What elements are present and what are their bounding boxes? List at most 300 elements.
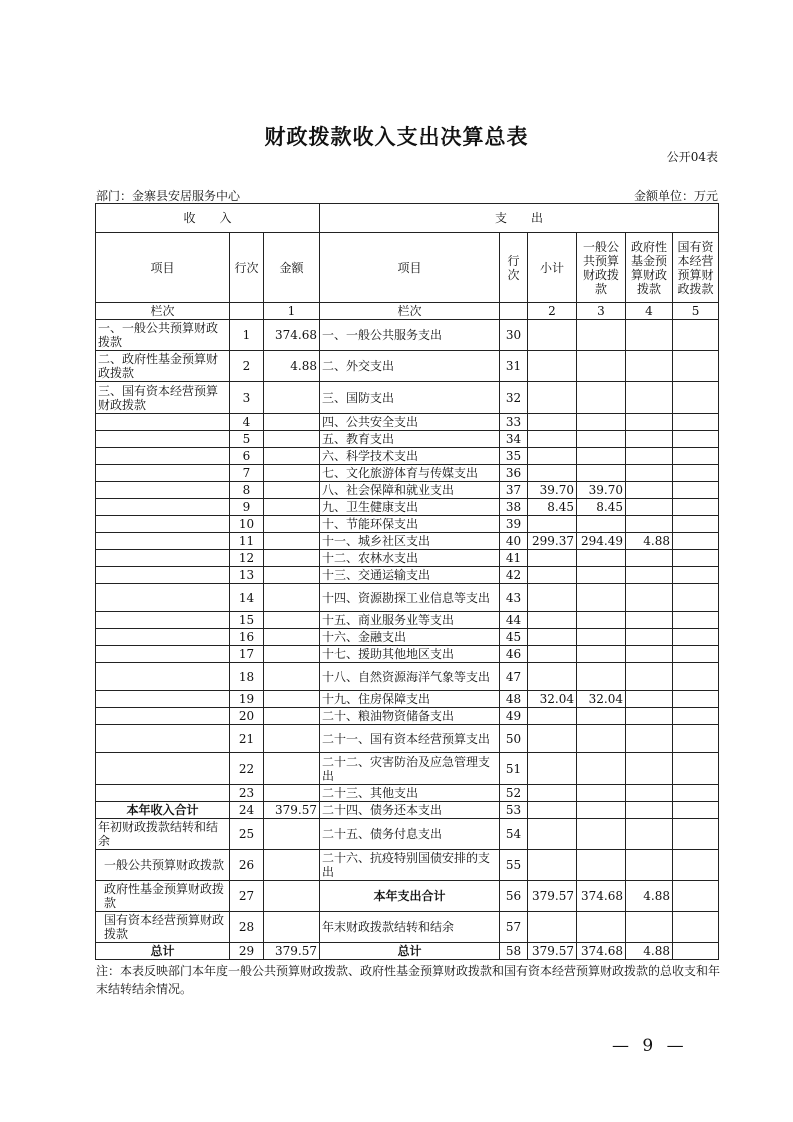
expense-item-cell: 十三、交通运输支出 xyxy=(320,567,500,584)
lanci-label: 栏次 xyxy=(96,303,230,320)
income-rowno-cell: 21 xyxy=(230,725,264,753)
expense-rowno-cell: 32 xyxy=(500,382,528,414)
income-item-cell xyxy=(96,414,230,431)
expense-item-cell: 二十六、抗疫特别国债安排的支出 xyxy=(320,850,500,881)
income-item-cell xyxy=(96,646,230,663)
income-rowno-cell: 17 xyxy=(230,646,264,663)
state-cell xyxy=(673,663,719,691)
subtotal-cell xyxy=(528,819,577,850)
subtotal-cell: 299.37 xyxy=(528,533,577,550)
state-cell xyxy=(673,431,719,448)
expense-rowno-cell: 42 xyxy=(500,567,528,584)
table-row xyxy=(96,912,719,943)
expense-rowno-cell: 43 xyxy=(500,584,528,612)
income-rowno-cell: 20 xyxy=(230,708,264,725)
subtotal-cell xyxy=(528,320,577,351)
general-cell xyxy=(577,465,626,482)
expense-rowno-cell: 44 xyxy=(500,612,528,629)
expense-rowno-cell: 52 xyxy=(500,785,528,802)
general-cell xyxy=(577,912,626,943)
income-amount-cell: 379.57 xyxy=(264,943,320,960)
income-rowno-cell: 10 xyxy=(230,516,264,533)
expense-rowno-cell: 54 xyxy=(500,819,528,850)
income-amount-cell xyxy=(264,431,320,448)
income-amount-cell xyxy=(264,584,320,612)
fund-cell xyxy=(626,414,673,431)
income-rowno-cell: 14 xyxy=(230,584,264,612)
income-rowno-cell: 3 xyxy=(230,382,264,414)
income-item-cell xyxy=(96,785,230,802)
expense-item-cell: 总计 xyxy=(320,943,500,960)
table-row xyxy=(96,320,719,351)
general-cell xyxy=(577,663,626,691)
income-amount-cell xyxy=(264,414,320,431)
fund-cell: 4.88 xyxy=(626,881,673,912)
expense-item-cell: 四、公共安全支出 xyxy=(320,414,500,431)
income-amount-cell xyxy=(264,516,320,533)
table-row xyxy=(96,351,719,382)
fund-cell xyxy=(626,448,673,465)
income-amount-cell: 4.88 xyxy=(264,351,320,382)
expense-item-cell: 十五、商业服务业等支出 xyxy=(320,612,500,629)
unit-label: 金额单位：万元 xyxy=(633,189,718,203)
state-cell xyxy=(673,584,719,612)
fund-cell xyxy=(626,612,673,629)
income-amount-cell xyxy=(264,482,320,499)
expense-header: 支 出 xyxy=(320,204,719,233)
income-amount-cell xyxy=(264,708,320,725)
lanci-label: 栏次 xyxy=(320,303,500,320)
income-item-cell xyxy=(96,584,230,612)
income-item-cell: 政府性基金预算财政拨款 xyxy=(96,881,230,912)
subtotal-cell xyxy=(528,550,577,567)
general-cell xyxy=(577,753,626,785)
state-cell xyxy=(673,802,719,819)
expense-item-cell: 年末财政拨款结转和结余 xyxy=(320,912,500,943)
subtotal-cell xyxy=(528,382,577,414)
table-row xyxy=(96,629,719,646)
state-cell xyxy=(673,612,719,629)
income-item-cell xyxy=(96,431,230,448)
general-cell xyxy=(577,612,626,629)
income-amount-cell xyxy=(264,612,320,629)
expense-rowno-cell: 50 xyxy=(500,725,528,753)
expense-item-cell: 二十二、灾害防治及应急管理支出 xyxy=(320,753,500,785)
state-cell xyxy=(673,351,719,382)
table-row xyxy=(96,431,719,448)
table-row xyxy=(96,465,719,482)
expense-rowno-cell: 39 xyxy=(500,516,528,533)
fund-cell xyxy=(626,431,673,448)
state-cell xyxy=(673,881,719,912)
income-item-cell: 国有资本经营预算财政拨款 xyxy=(96,912,230,943)
income-rowno-cell: 18 xyxy=(230,663,264,691)
income-amount-cell xyxy=(264,819,320,850)
expense-item-cell: 十六、金融支出 xyxy=(320,629,500,646)
general-cell xyxy=(577,725,626,753)
subtotal-cell xyxy=(528,516,577,533)
col-number: 2 xyxy=(528,303,577,320)
expense-item-cell: 二十一、国有资本经营预算支出 xyxy=(320,725,500,753)
income-amount-cell xyxy=(264,382,320,414)
expense-rowno-cell: 31 xyxy=(500,351,528,382)
state-cell xyxy=(673,629,719,646)
subtotal-cell xyxy=(528,448,577,465)
table-row xyxy=(96,533,719,550)
general-cell xyxy=(577,431,626,448)
col-number: 4 xyxy=(626,303,673,320)
general-cell: 39.70 xyxy=(577,482,626,499)
page-title: 财政拨款收入支出决算总表 xyxy=(264,124,529,149)
state-cell xyxy=(673,482,719,499)
income-item-cell xyxy=(96,612,230,629)
fund-cell xyxy=(626,550,673,567)
fund-cell xyxy=(626,499,673,516)
fund-cell xyxy=(626,629,673,646)
subtotal-cell: 32.04 xyxy=(528,691,577,708)
income-rowno-cell: 19 xyxy=(230,691,264,708)
income-item-cell: 二、政府性基金预算财政拨款 xyxy=(96,351,230,382)
state-cell xyxy=(673,550,719,567)
income-item-cell xyxy=(96,465,230,482)
income-amount-cell xyxy=(264,725,320,753)
fund-cell xyxy=(626,465,673,482)
expense-item-cell: 九、卫生健康支出 xyxy=(320,499,500,516)
income-rowno-cell: 9 xyxy=(230,499,264,516)
subtotal-cell xyxy=(528,663,577,691)
table-row xyxy=(96,725,719,753)
income-header: 收 入 xyxy=(96,204,320,233)
subtotal-cell xyxy=(528,785,577,802)
expense-item-cell: 七、文化旅游体育与传媒支出 xyxy=(320,465,500,482)
fund-cell xyxy=(626,646,673,663)
income-item-cell xyxy=(96,663,230,691)
income-item-cell xyxy=(96,448,230,465)
subtotal-cell xyxy=(528,431,577,448)
table-row xyxy=(96,785,719,802)
expense-item-cell: 十四、资源勘探工业信息等支出 xyxy=(320,584,500,612)
expense-item-cell: 三、国防支出 xyxy=(320,382,500,414)
income-rowno-cell: 5 xyxy=(230,431,264,448)
expense-item-cell: 五、教育支出 xyxy=(320,431,500,448)
income-item-cell: 一、一般公共预算财政拨款 xyxy=(96,320,230,351)
state-header: 国有资本经营预算财政拨款 xyxy=(673,233,719,303)
table-row xyxy=(96,646,719,663)
general-cell xyxy=(577,567,626,584)
income-rowno-cell: 24 xyxy=(230,802,264,819)
fund-cell xyxy=(626,516,673,533)
income-amount-cell xyxy=(264,533,320,550)
state-cell xyxy=(673,516,719,533)
header-row-top xyxy=(96,204,719,233)
expense-rowno-header: 行次 xyxy=(500,233,528,303)
state-cell xyxy=(673,320,719,351)
subtotal-cell xyxy=(528,567,577,584)
subtotal-cell xyxy=(528,753,577,785)
subtotal-cell xyxy=(528,612,577,629)
table-row xyxy=(96,482,719,499)
income-rowno-cell: 26 xyxy=(230,850,264,881)
state-cell xyxy=(673,499,719,516)
general-cell xyxy=(577,785,626,802)
subtotal-cell xyxy=(528,912,577,943)
general-cell: 32.04 xyxy=(577,691,626,708)
subtotal-header: 小计 xyxy=(528,233,577,303)
subtotal-cell: 8.45 xyxy=(528,499,577,516)
fund-cell xyxy=(626,663,673,691)
income-rowno-cell: 11 xyxy=(230,533,264,550)
income-amount-cell xyxy=(264,499,320,516)
income-item-cell xyxy=(96,550,230,567)
table-row xyxy=(96,567,719,584)
fund-cell xyxy=(626,802,673,819)
subtotal-cell xyxy=(528,850,577,881)
income-item-cell xyxy=(96,691,230,708)
general-cell xyxy=(577,550,626,567)
expense-rowno-cell: 45 xyxy=(500,629,528,646)
income-rowno-header: 行次 xyxy=(230,233,264,303)
general-cell: 374.68 xyxy=(577,943,626,960)
table-row xyxy=(96,691,719,708)
expense-item-cell: 二十四、债务还本支出 xyxy=(320,802,500,819)
state-cell xyxy=(673,725,719,753)
general-cell xyxy=(577,708,626,725)
table-row xyxy=(96,550,719,567)
footnote: 注：本表反映部门本年度一般公共预算财政拨款、政府性基金预算财政拨款和国有资本经营预算财政拨款的总收支和年末结转结余情况。 xyxy=(96,964,721,996)
expense-rowno-cell: 57 xyxy=(500,912,528,943)
table-row xyxy=(96,516,719,533)
state-cell xyxy=(673,414,719,431)
income-amount-header: 金额 xyxy=(264,233,320,303)
state-cell xyxy=(673,567,719,584)
income-rowno-cell: 29 xyxy=(230,943,264,960)
header-row-columns xyxy=(96,233,719,303)
expense-item-cell: 二、外交支出 xyxy=(320,351,500,382)
income-rowno-cell: 22 xyxy=(230,753,264,785)
subtotal-cell xyxy=(528,629,577,646)
fund-cell xyxy=(626,708,673,725)
col-number: 3 xyxy=(577,303,626,320)
subtotal-cell xyxy=(528,708,577,725)
state-cell xyxy=(673,646,719,663)
income-rowno-cell: 8 xyxy=(230,482,264,499)
income-rowno-cell: 1 xyxy=(230,320,264,351)
table-row xyxy=(96,499,719,516)
table-row xyxy=(96,819,719,850)
state-cell xyxy=(673,382,719,414)
expense-rowno-cell: 47 xyxy=(500,663,528,691)
table-row xyxy=(96,448,719,465)
income-item-cell xyxy=(96,725,230,753)
general-cell xyxy=(577,351,626,382)
income-rowno-cell: 2 xyxy=(230,351,264,382)
expense-rowno-cell: 58 xyxy=(500,943,528,960)
general-cell xyxy=(577,629,626,646)
fund-cell xyxy=(626,753,673,785)
page-number: — 9 — xyxy=(612,1036,688,1056)
income-amount-cell xyxy=(264,691,320,708)
expense-item-cell: 十、节能环保支出 xyxy=(320,516,500,533)
table-row xyxy=(96,612,719,629)
subtotal-cell: 39.70 xyxy=(528,482,577,499)
income-amount-cell xyxy=(264,663,320,691)
expense-rowno-cell: 48 xyxy=(500,691,528,708)
subtotal-cell xyxy=(528,465,577,482)
expense-item-cell: 十二、农林水支出 xyxy=(320,550,500,567)
subtotal-cell xyxy=(528,584,577,612)
form-number: 公开04表 xyxy=(666,150,718,164)
table-row xyxy=(96,708,719,725)
income-rowno-cell: 27 xyxy=(230,881,264,912)
income-rowno-cell: 12 xyxy=(230,550,264,567)
general-cell: 8.45 xyxy=(577,499,626,516)
general-cell xyxy=(577,448,626,465)
general-cell: 374.68 xyxy=(577,881,626,912)
expense-rowno-cell: 56 xyxy=(500,881,528,912)
general-cell xyxy=(577,320,626,351)
fund-cell xyxy=(626,482,673,499)
subtotal-cell: 379.57 xyxy=(528,881,577,912)
income-item-cell: 年初财政拨款结转和结余 xyxy=(96,819,230,850)
expense-rowno-cell: 36 xyxy=(500,465,528,482)
expense-rowno-cell: 49 xyxy=(500,708,528,725)
expense-rowno-cell: 53 xyxy=(500,802,528,819)
subtotal-cell xyxy=(528,802,577,819)
income-rowno-cell: 6 xyxy=(230,448,264,465)
fund-cell xyxy=(626,725,673,753)
fund-cell: 4.88 xyxy=(626,943,673,960)
table-row xyxy=(96,881,719,912)
state-cell xyxy=(673,850,719,881)
expense-rowno-cell: 30 xyxy=(500,320,528,351)
table-row xyxy=(96,584,719,612)
income-amount-cell xyxy=(264,753,320,785)
income-amount-cell xyxy=(264,629,320,646)
income-rowno-cell: 28 xyxy=(230,912,264,943)
income-item-cell: 三、国有资本经营预算财政拨款 xyxy=(96,382,230,414)
income-item-cell: 总计 xyxy=(96,943,230,960)
general-cell xyxy=(577,819,626,850)
fund-cell: 4.88 xyxy=(626,533,673,550)
general-cell xyxy=(577,382,626,414)
income-amount-cell xyxy=(264,850,320,881)
expense-item-cell: 二十五、债务付息支出 xyxy=(320,819,500,850)
table-row xyxy=(96,414,719,431)
subtotal-cell xyxy=(528,725,577,753)
general-cell xyxy=(577,850,626,881)
income-rowno-cell: 15 xyxy=(230,612,264,629)
table-row xyxy=(96,663,719,691)
table-row xyxy=(96,943,719,960)
general-cell xyxy=(577,516,626,533)
table-row xyxy=(96,753,719,785)
income-item-cell xyxy=(96,753,230,785)
expense-item-header: 项目 xyxy=(320,233,500,303)
income-amount-cell xyxy=(264,465,320,482)
general-cell: 294.49 xyxy=(577,533,626,550)
expense-rowno-cell: 40 xyxy=(500,533,528,550)
state-cell xyxy=(673,785,719,802)
fund-cell xyxy=(626,819,673,850)
expense-rowno-cell: 55 xyxy=(500,850,528,881)
expense-item-cell: 二十、粮油物资储备支出 xyxy=(320,708,500,725)
state-cell xyxy=(673,819,719,850)
expense-item-cell: 八、社会保障和就业支出 xyxy=(320,482,500,499)
state-cell xyxy=(673,691,719,708)
fund-cell xyxy=(626,912,673,943)
income-amount-cell xyxy=(264,912,320,943)
income-item-header: 项目 xyxy=(96,233,230,303)
col-number: 1 xyxy=(264,303,320,320)
subtotal-cell xyxy=(528,646,577,663)
income-rowno-cell: 16 xyxy=(230,629,264,646)
table-row xyxy=(96,850,719,881)
general-cell xyxy=(577,414,626,431)
fund-cell xyxy=(626,691,673,708)
expense-rowno-cell: 51 xyxy=(500,753,528,785)
expense-rowno-cell: 46 xyxy=(500,646,528,663)
fund-header: 政府性基金预算财政拨款 xyxy=(626,233,673,303)
expense-item-cell: 六、科学技术支出 xyxy=(320,448,500,465)
expense-item-cell: 十七、援助其他地区支出 xyxy=(320,646,500,663)
fund-cell xyxy=(626,584,673,612)
income-amount-cell xyxy=(264,550,320,567)
state-cell xyxy=(673,533,719,550)
state-cell xyxy=(673,465,719,482)
income-amount-cell xyxy=(264,785,320,802)
subtotal-cell: 379.57 xyxy=(528,943,577,960)
income-amount-cell xyxy=(264,646,320,663)
expense-rowno-cell: 37 xyxy=(500,482,528,499)
expense-item-cell: 十九、住房保障支出 xyxy=(320,691,500,708)
income-rowno-cell: 7 xyxy=(230,465,264,482)
fund-cell xyxy=(626,382,673,414)
expense-rowno-cell: 33 xyxy=(500,414,528,431)
income-item-cell: 一般公共预算财政拨款 xyxy=(96,850,230,881)
fund-cell xyxy=(626,567,673,584)
income-amount-cell xyxy=(264,567,320,584)
header-row-lanci xyxy=(96,303,719,320)
general-cell xyxy=(577,646,626,663)
income-item-cell xyxy=(96,533,230,550)
department-label: 部门：金寨县安居服务中心 xyxy=(96,189,241,203)
fund-cell xyxy=(626,351,673,382)
income-amount-cell xyxy=(264,448,320,465)
state-cell xyxy=(673,943,719,960)
income-item-cell xyxy=(96,629,230,646)
income-item-cell xyxy=(96,482,230,499)
expense-rowno-cell: 34 xyxy=(500,431,528,448)
income-rowno-cell: 4 xyxy=(230,414,264,431)
state-cell xyxy=(673,708,719,725)
subtotal-cell xyxy=(528,414,577,431)
income-amount-cell xyxy=(264,881,320,912)
income-item-cell xyxy=(96,499,230,516)
income-item-cell xyxy=(96,567,230,584)
fund-cell xyxy=(626,785,673,802)
fund-cell xyxy=(626,850,673,881)
expense-item-cell: 十八、自然资源海洋气象等支出 xyxy=(320,663,500,691)
income-amount-cell: 374.68 xyxy=(264,320,320,351)
table-row xyxy=(96,382,719,414)
expense-item-cell: 二十三、其他支出 xyxy=(320,785,500,802)
subtotal-cell xyxy=(528,351,577,382)
fund-cell xyxy=(626,320,673,351)
income-item-cell xyxy=(96,516,230,533)
col-number: 5 xyxy=(673,303,719,320)
income-rowno-cell: 13 xyxy=(230,567,264,584)
state-cell xyxy=(673,448,719,465)
